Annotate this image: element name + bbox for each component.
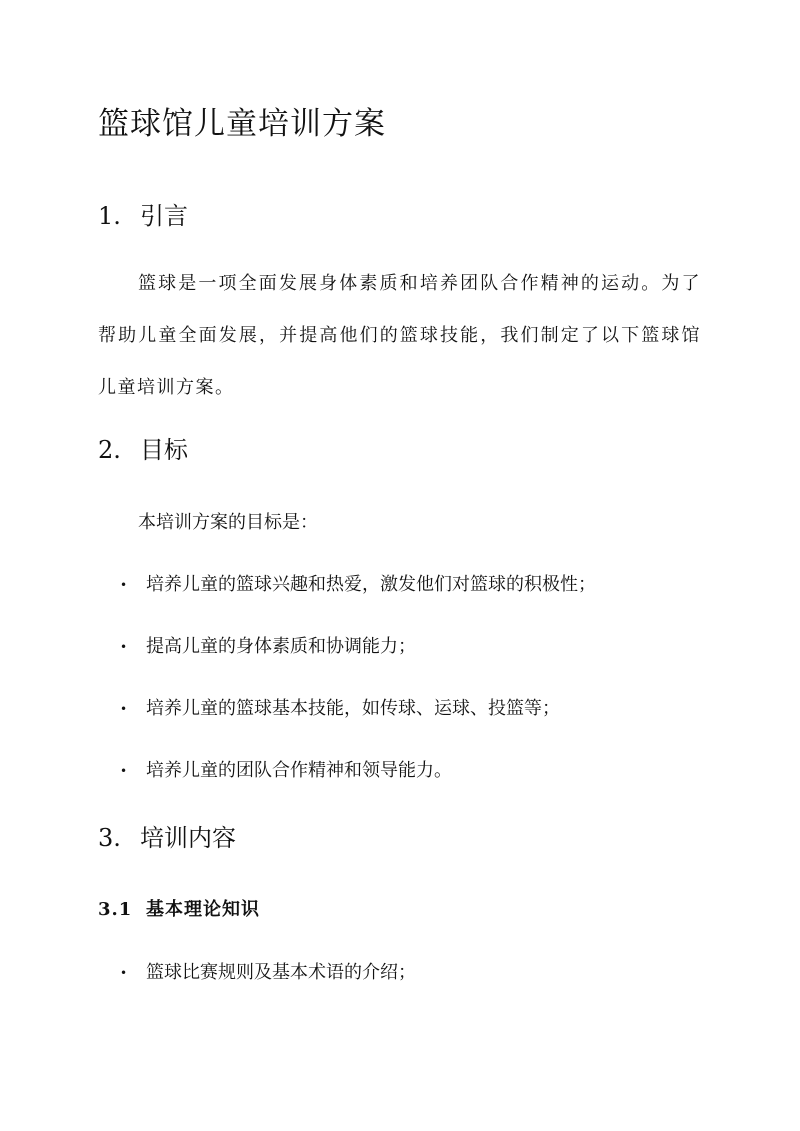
list-item — [120, 694, 560, 720]
section-number: 2. — [98, 436, 121, 464]
section-heading-training-content — [98, 818, 236, 853]
section-title: 培训内容 — [140, 824, 236, 852]
introduction-paragraph: 篮球是一项全面发展身体素质和培养团队合作精神的运动。为了帮助儿童全面发展，并提高他们的篮球技能，我们制定了以下篮球馆儿童培训方案。 — [98, 273, 701, 398]
section-number: 1. — [98, 202, 121, 230]
bullet-icon: • — [120, 578, 128, 592]
list-item-text: 培养儿童的团队合作精神和领导能力。 — [146, 760, 452, 781]
document-title: 篮球馆儿童培训方案 — [98, 106, 386, 142]
subsection-heading-basic-theory — [98, 895, 260, 921]
section-title: 引言 — [140, 202, 188, 230]
list-item — [120, 632, 416, 658]
section-number: 3. — [98, 824, 121, 852]
list-item-text: 提高儿童的身体素质和协调能力； — [146, 636, 416, 657]
list-item-text: 篮球比赛规则及基本术语的介绍； — [146, 962, 416, 983]
goals-lead-text: 本培训方案的目标是： — [138, 512, 318, 533]
bullet-icon: • — [120, 764, 128, 778]
section-heading-introduction — [98, 196, 188, 231]
subsection-title: 基本理论知识 — [146, 899, 260, 920]
list-item-text: 培养儿童的篮球基本技能，如传球、运球、投篮等； — [146, 698, 560, 719]
section-heading-goals — [98, 430, 188, 465]
bullet-icon: • — [120, 702, 128, 716]
list-item — [120, 570, 596, 596]
bullet-icon: • — [120, 966, 128, 980]
list-item — [120, 958, 416, 984]
list-item-text: 培养儿童的篮球兴趣和热爱，激发他们对篮球的积极性； — [146, 574, 596, 595]
subsection-number: 3.1 — [98, 899, 133, 920]
section-title: 目标 — [140, 436, 188, 464]
list-item — [120, 756, 452, 782]
bullet-icon: • — [120, 640, 128, 654]
